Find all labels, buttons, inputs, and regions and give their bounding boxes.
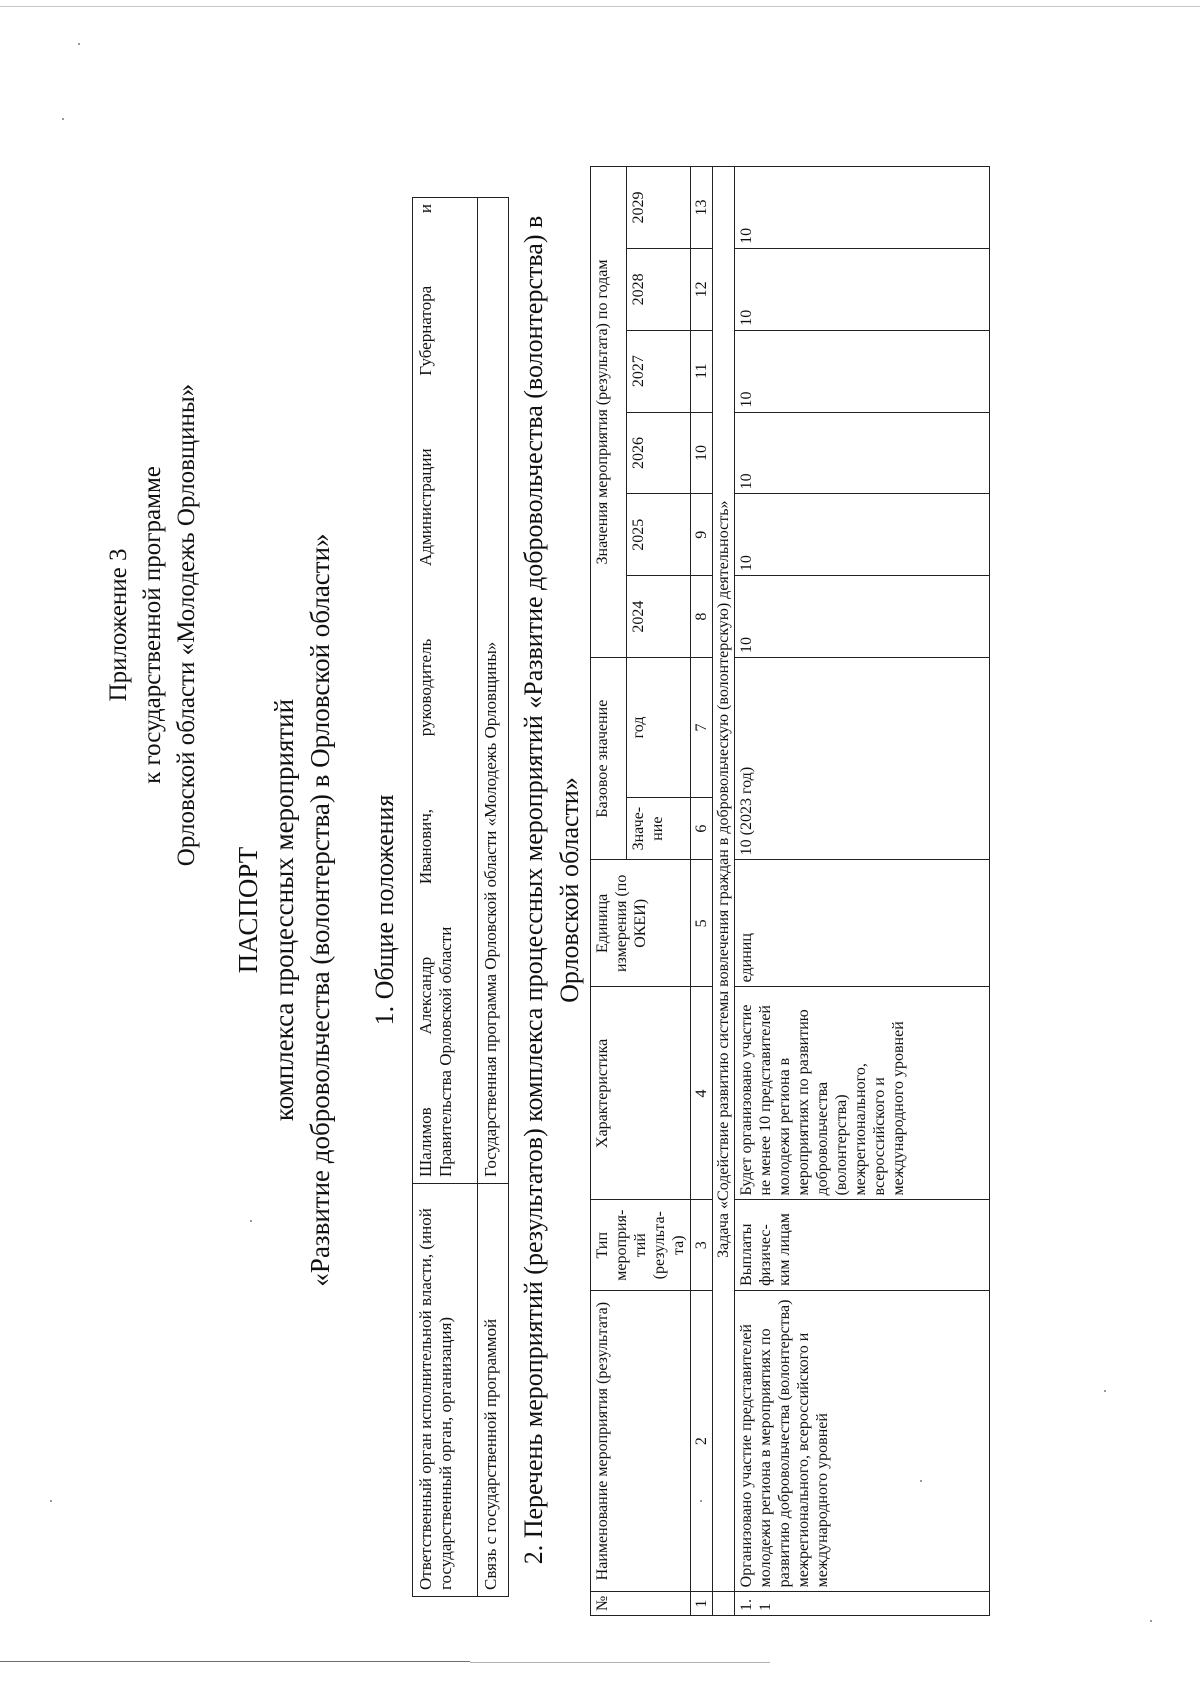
header-characteristic: Характеристика (591, 987, 691, 1200)
header-type: Тип мероприя-тий (результа-та) (591, 1200, 691, 1290)
column-number: 9 (691, 494, 713, 576)
scan-speck (78, 43, 80, 45)
row-unit: единиц (735, 860, 990, 987)
program-link-label: Связь с государственной программой (478, 1184, 509, 1597)
table-row (413, 198, 478, 1597)
annex-line-2: к государственной программе (139, 466, 166, 784)
annex-line-3: Орловской области «Молодежь Орловщины» (173, 383, 200, 867)
document-title (230, 360, 338, 1460)
header-year: 2025 (626, 494, 690, 576)
scan-edge-line (0, 6, 1200, 7)
header-year: 2029 (626, 167, 690, 249)
row-value-2028: 10 (735, 248, 990, 330)
column-number: 5 (691, 860, 713, 987)
annex-note (102, 300, 204, 950)
table-row (735, 167, 990, 1616)
general-info-table (412, 197, 509, 1597)
column-number: 3 (691, 1200, 713, 1290)
header-year: 2024 (626, 576, 690, 658)
responsible-body-value-line-1: Шалимов Александр Иванович, руководитель Администрации Губернатора и (416, 204, 435, 1177)
header-base-value: Значе-ние (626, 797, 690, 859)
program-link-value: Государственная программа Орловской области «Молодежь Орловщины» (478, 198, 509, 1184)
row-value-2025: 10 (735, 494, 990, 576)
column-number: 12 (691, 248, 713, 330)
title-line-3: «Развитие добровольчества (волонтерства) в Орловской области» (305, 533, 335, 1287)
column-number: 1 (691, 1592, 713, 1616)
row-characteristic: Будет организовано участие не менее 10 представителей молодежи региона в мероприятиях по развитию добровольчества (волонтерства) межрегионального, всероссийского и международного уровней (735, 987, 990, 1200)
header-row (591, 167, 627, 1616)
row-value-2027: 10 (735, 330, 990, 412)
section-2-heading-line-2: Орловской области» (555, 777, 584, 1003)
header-unit: Единица измерения (по ОКЕИ) (591, 860, 691, 987)
title-line-2: комплекса процессных мероприятий (269, 698, 299, 1122)
responsible-body-value (413, 198, 478, 1184)
column-number: 6 (691, 797, 713, 859)
task-row (713, 167, 735, 1616)
header-year: 2028 (626, 248, 690, 330)
scan-speck (1150, 1620, 1152, 1622)
header-num: № (591, 1592, 691, 1616)
header-base: Базовое значение (591, 657, 627, 859)
table-row (478, 198, 509, 1597)
column-number: 10 (691, 412, 713, 494)
title-line-1: ПАСПОРТ (233, 846, 263, 974)
header-values-by-year: Значения мероприятия (результата) по годам (591, 167, 627, 658)
section-2-heading (516, 170, 588, 1610)
column-number: 4 (691, 987, 713, 1200)
task-title: Задача «Содействие развитию системы вовлечения граждан в добровольческую (волонтерскую) деятельность» (713, 167, 735, 1592)
row-name: Организовано участие представителей молодежи региона в мероприятиях по развитию добровольчества (волонтерства) межрегионального, всероссийского и международного уровней (735, 1290, 990, 1591)
header-year: 2027 (626, 330, 690, 412)
row-type: Выплаты физичес-ким лицам (735, 1200, 990, 1290)
scan-speck (62, 118, 64, 120)
column-number-row (691, 167, 713, 1616)
rotated-document-page (80, 80, 1120, 1640)
responsible-body-label: Ответственный орган исполнительной власти, (иной государственный орган, организация) (413, 1184, 478, 1597)
row-value-2026: 10 (735, 412, 990, 494)
row-num: 1. 1 (735, 1592, 990, 1616)
scan-edge-line (0, 1661, 470, 1662)
scan-speck (50, 1500, 52, 1502)
column-number: 7 (691, 657, 713, 797)
header-year: 2026 (626, 412, 690, 494)
scan-edge-line (470, 1662, 770, 1663)
row-value-2029: 10 (735, 167, 990, 249)
header-base-year: год (626, 657, 690, 797)
column-number: 13 (691, 167, 713, 249)
activities-table (590, 166, 990, 1616)
column-number: 2 (691, 1290, 713, 1591)
row-value-2024: 10 (735, 576, 990, 658)
header-name: Наименование мероприятия (результата) (591, 1290, 691, 1591)
responsible-body-value-line-2: Правительства Орловской области (436, 926, 455, 1177)
column-number: 8 (691, 576, 713, 658)
section-2-heading-line-1: 2. Перечень мероприятий (результатов) комплекса процессных мероприятий «Развитие добровольчества (волонтерства) в (519, 215, 548, 1565)
column-number: 11 (691, 330, 713, 412)
section-1-heading: 1. Общие положения (370, 794, 399, 1026)
row-base: 10 (2023 год) (735, 657, 990, 859)
task-row-spacer (713, 1592, 735, 1616)
annex-line-1: Приложение 3 (105, 548, 132, 702)
